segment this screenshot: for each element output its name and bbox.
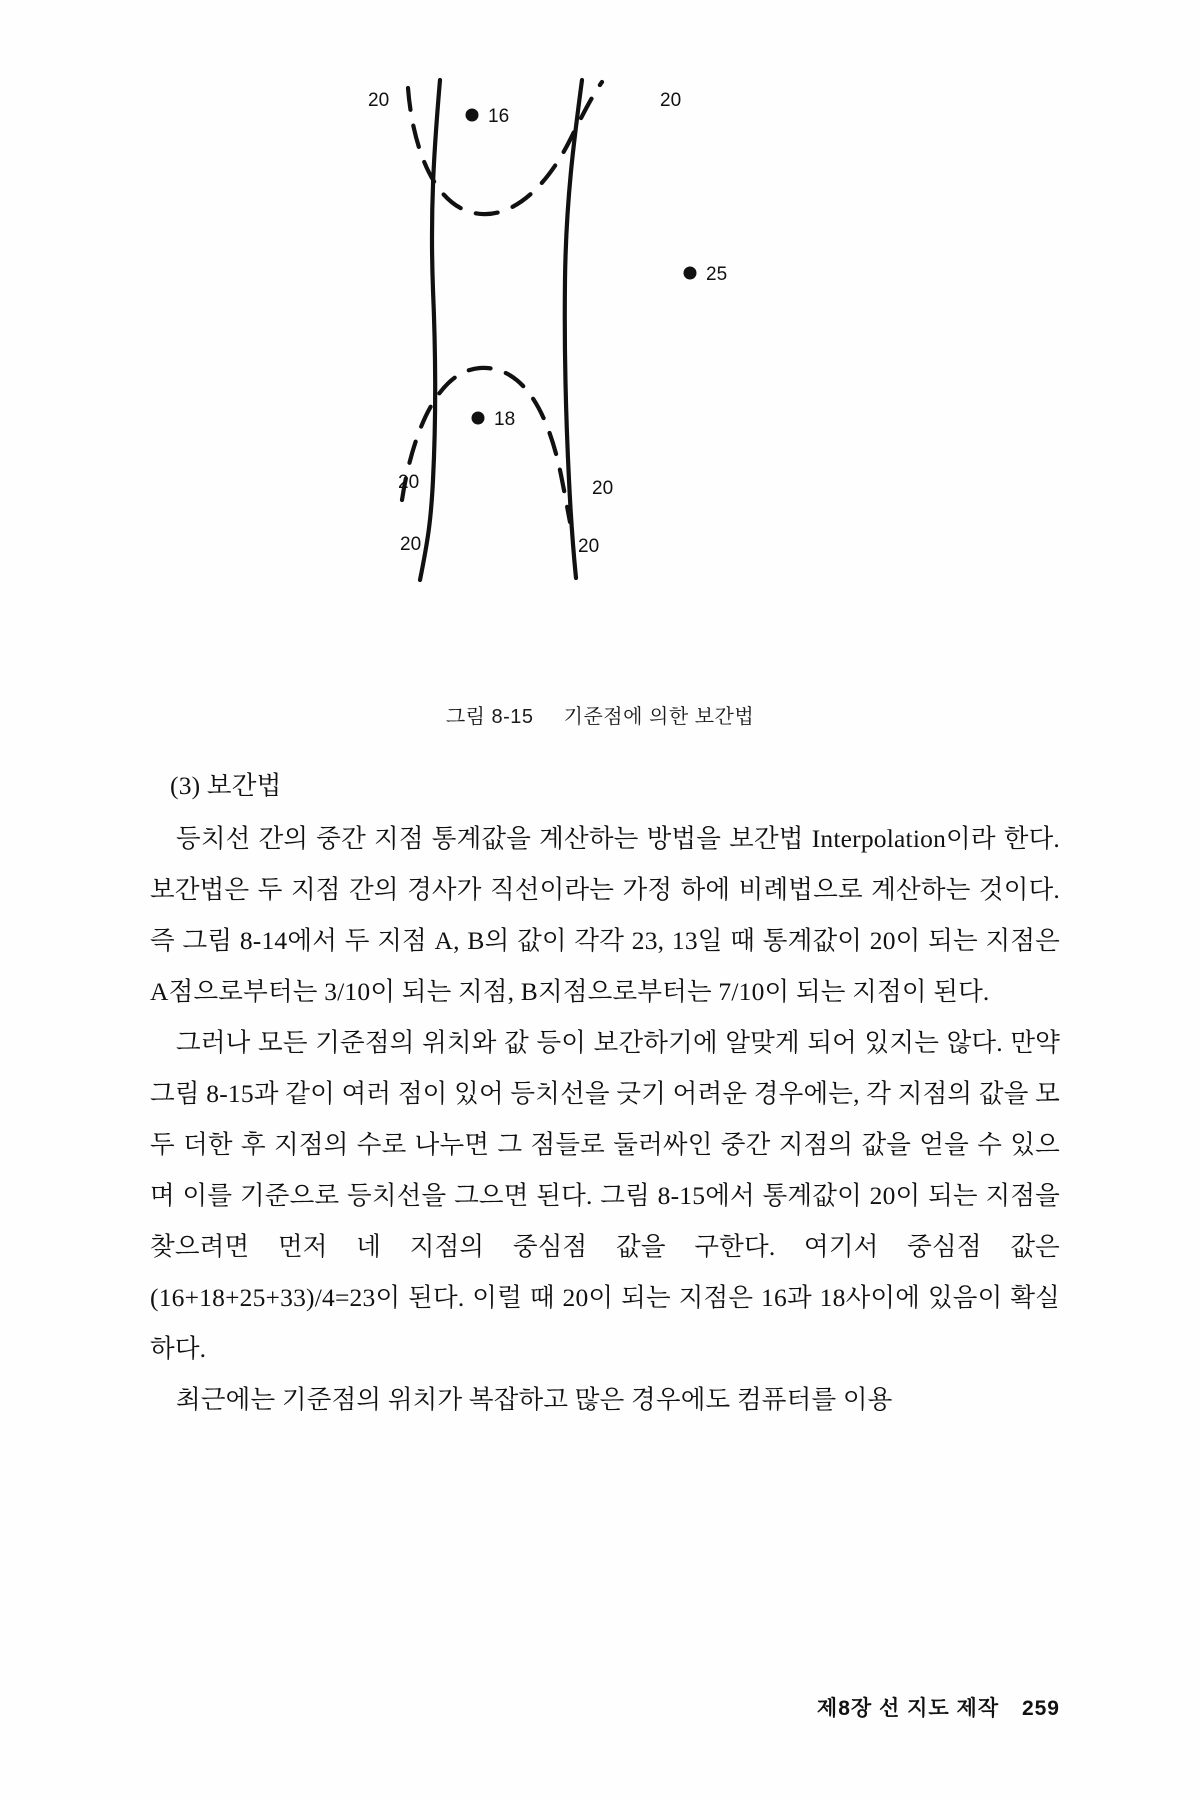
contour-label-bottom-right: 20 — [578, 536, 600, 557]
figure-caption-number: 그림 8-15 — [445, 706, 534, 728]
solid-contour-left — [420, 80, 440, 580]
footer-chapter-title: 제8장 선 지도 제작 — [816, 1697, 1000, 1720]
figure-drawing — [330, 60, 890, 590]
contour-label-top-right: 20 — [660, 90, 682, 111]
figure-8-15 — [0, 60, 1200, 728]
data-point-marker-16 — [466, 109, 479, 122]
contour-label-top-left: 20 — [368, 90, 390, 111]
data-point-label-18: 18 — [494, 409, 516, 430]
paragraph-3: 최근에는 기준점의 위치가 복잡하고 많은 경우에도 컴퓨터를 이용 — [176, 1385, 893, 1414]
figure-caption-text: 기준점에 의한 보간법 — [563, 706, 755, 728]
data-point-marker-25 — [684, 267, 697, 280]
paragraph-1: 등치선 간의 중간 지점 통계값을 계산하는 방법을 보간법 Interpolation이라 한다. 보간법은 두 지점 간의 경사가 직선이라는 가정 하에 비례법으로 계산하는 것이다. 즉 그림 8-14에서 두 지점 A, B의 값이 각각 23, 13일 때 통계값이 20이 되는 지점은 A점으로부터는 3/10이 되는 지점, B지점으로부터는 7/10이 되는 지점이 된다. — [150, 824, 1060, 1006]
contour-label-bottom-left: 20 — [400, 534, 422, 555]
page-footer — [817, 1692, 1060, 1722]
body-text — [150, 760, 1060, 1425]
paragraph-2: 그러나 모든 기준점의 위치와 값 등이 보간하기에 알맞게 되어 있지는 않다. 만약 그림 8-15과 같이 여러 점이 있어 등치선을 긋기 어려운 경우에는, 각 지점의 값을 모두 더한 후 지점의 수로 나누면 그 점들로 둘러싸인 중간 지점의 값을 얻을 수 있으며 이를 기준으로 등치선을 그으면 된다. 그림 8-15에서 통계값이 20이 되는 지점을 찾으려면 먼저 네 지점의 중심점 값을 구한다. 여기서 중심점 값은 (16+18+25+33)/4=23이 된다. 이럴 때 20이 되는 지점은 16과 18사이에 있음이 확실하다. — [150, 1028, 1060, 1363]
dashed-contour-lower — [402, 368, 570, 522]
data-point-label-16: 16 — [488, 106, 510, 127]
figure-caption — [0, 700, 1200, 729]
contour-label-mid-right: 20 — [592, 478, 614, 499]
section-heading: (3) 보간법 — [170, 771, 282, 800]
footer-page-number: 259 — [1021, 1697, 1060, 1720]
contour-label-mid-left: 20 — [398, 472, 420, 493]
solid-contour-right — [565, 80, 582, 578]
isoline-diagram — [330, 60, 800, 590]
data-point-marker-18 — [472, 412, 485, 425]
data-point-label-25: 25 — [706, 264, 728, 285]
